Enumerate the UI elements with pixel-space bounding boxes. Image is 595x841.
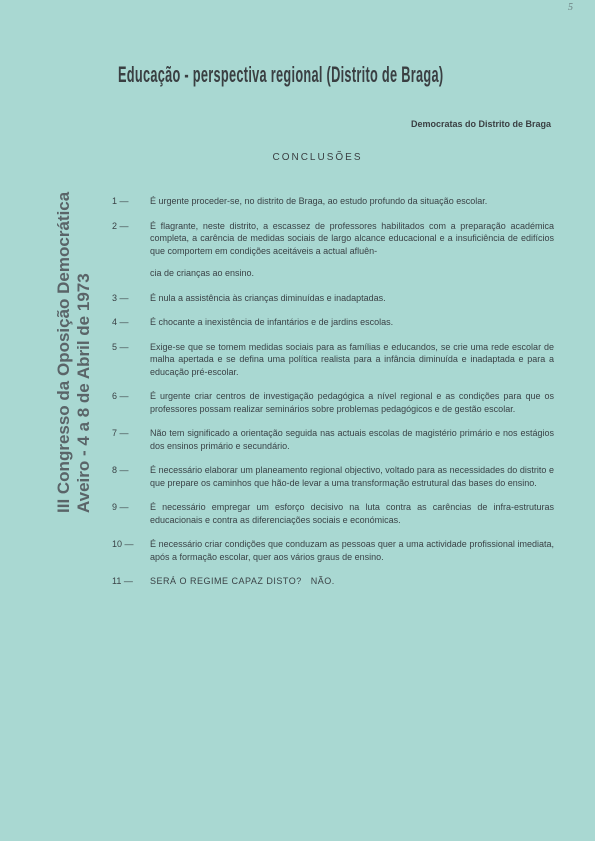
page-number: 5 <box>568 2 573 13</box>
item-text: SERÁ O REGIME CAPAZ DISTO? NÃO. <box>150 576 335 586</box>
item-number: 2 — <box>112 220 129 231</box>
item-text: É urgente criar centros de investigação pedagógica a nível regional e as condições para que os professores possam realizar seminários sobre problemas pedagógicos e de gestão escolar. <box>150 391 554 414</box>
item-text: É chocante a inexistência de infantários e de jardins escolas. <box>150 317 394 327</box>
document-title: Educação - perspectiva regional (Distrito de Braga) <box>118 62 444 87</box>
side-text-line-2: Aveiro - 4 a 8 de Abril de 1973 <box>74 273 93 513</box>
list-item <box>112 501 554 526</box>
item-number: 7 — <box>112 428 129 438</box>
conclusions-list <box>112 195 554 600</box>
item-number: 8 — <box>112 465 129 475</box>
list-item <box>112 292 554 305</box>
item-number: 4 — <box>112 317 129 327</box>
item-text: É flagrante, neste distrito, a escassez de professores habilitados com a preparação académica completa, a carência de medidas sociais de largo alcance educacional e a insuficiência de edifícios que comportem em condições aceitáveis a actual afluên- <box>150 220 554 256</box>
item-text: Não tem significado a orientação seguida nas actuais escolas de magistério primário e nos estágios dos ensinos primário e secundário. <box>150 428 554 451</box>
list-item <box>112 538 554 563</box>
item-number: 3 — <box>112 292 129 303</box>
item-number: 10 — <box>112 539 134 549</box>
item-text: É necessário criar condições que conduzam as pessoas quer a uma actividade profissional imediata, após a formação escolar, quer aos vários graus de ensino. <box>150 539 554 562</box>
item-text: É urgente proceder-se, no distrito de Braga, ao estudo profundo da situação escolar. <box>150 196 488 206</box>
list-item <box>112 575 554 588</box>
list-item <box>112 195 554 208</box>
author-line: Democratas do Distrito de Braga <box>410 119 551 129</box>
side-congress-text <box>54 153 94 513</box>
list-item <box>112 427 554 452</box>
item-text: Exige-se que se tomem medidas sociais para as famílias e educandos, se crie uma rede escolar de malha apertada e se defina uma política realista para a infância diminuída e inadaptada e para a educação pré-escolar. <box>150 341 554 377</box>
section-heading: CONCLUSÕES <box>272 152 363 163</box>
item-number: 9 — <box>112 502 129 512</box>
list-item <box>112 390 554 415</box>
list-item <box>112 220 554 280</box>
item-text: É necessário empregar um esforço decisivo na luta contra as carências de infra-estruturas educacionais e contra as diferenciações sociais e económicas. <box>150 502 554 525</box>
item-number: 11 — <box>112 576 133 586</box>
item-text: É nula a assistência às crianças diminuídas e inadaptadas. <box>150 292 386 303</box>
item-text-wrap <box>150 220 554 280</box>
list-item <box>112 316 554 329</box>
item-text-continuation: cia de crianças ao ensino. <box>150 268 255 278</box>
list-item <box>112 341 554 379</box>
item-number: 6 — <box>112 391 129 401</box>
list-item <box>112 464 554 489</box>
item-number: 5 — <box>112 341 129 352</box>
item-number: 1 — <box>112 196 129 206</box>
item-text: É necessário elaborar um planeamento regional objectivo, voltado para as necessidades do distrito e que prepare os caminhos que hão-de levar a uma transformação estrutural das bases do ensino. <box>150 465 554 488</box>
side-text-line-1: III Congresso da Oposição Democrática <box>54 191 73 513</box>
